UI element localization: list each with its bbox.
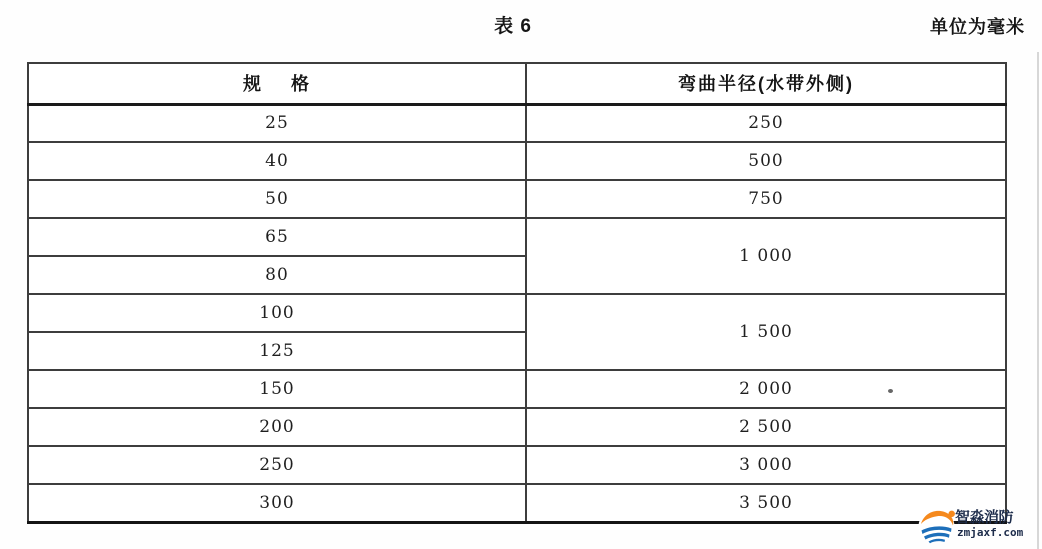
radius-cell: 750 <box>526 180 1006 218</box>
radius-cell-merged: 1 000 <box>526 218 1006 294</box>
site-url: zmjaxf.com <box>957 526 1024 539</box>
table-row <box>28 370 1006 408</box>
table-row <box>28 104 1006 142</box>
table-row <box>28 408 1006 446</box>
table-row <box>28 180 1006 218</box>
site-name: 智淼消防 <box>955 509 1014 526</box>
spec-cell: 50 <box>28 180 526 218</box>
spec-cell: 125 <box>28 332 526 370</box>
unit-note: 单位为毫米 <box>930 17 1025 37</box>
spec-table <box>27 62 1007 524</box>
radius-cell: 3 500 <box>526 484 1006 522</box>
site-logo-icon <box>918 508 955 545</box>
page-edge-line <box>1037 52 1039 549</box>
table-row <box>28 484 1006 522</box>
spec-cell: 200 <box>28 408 526 446</box>
spec-cell: 250 <box>28 446 526 484</box>
spec-cell: 40 <box>28 142 526 180</box>
table-header-row <box>28 63 1006 104</box>
table-row <box>28 142 1006 180</box>
spec-cell: 80 <box>28 256 526 294</box>
table-row <box>28 294 1006 332</box>
spec-cell: 25 <box>28 104 526 142</box>
spec-cell: 300 <box>28 484 526 522</box>
radius-cell-merged: 1 500 <box>526 294 1006 370</box>
col-header-spec: 规 格 <box>28 63 526 104</box>
scan-speck <box>888 389 893 393</box>
watermark <box>916 504 1042 549</box>
spec-cell: 100 <box>28 294 526 332</box>
radius-cell: 2 500 <box>526 408 1006 446</box>
radius-cell: 2 000 <box>526 370 1006 408</box>
radius-cell: 500 <box>526 142 1006 180</box>
radius-cell: 3 000 <box>526 446 1006 484</box>
table-row <box>28 218 1006 256</box>
spec-cell: 65 <box>28 218 526 256</box>
col-header-radius: 弯曲半径(水带外侧) <box>526 63 1006 104</box>
spec-cell: 150 <box>28 370 526 408</box>
table-row <box>28 446 1006 484</box>
radius-cell: 250 <box>526 104 1006 142</box>
table-title: 表 6 <box>494 16 532 37</box>
